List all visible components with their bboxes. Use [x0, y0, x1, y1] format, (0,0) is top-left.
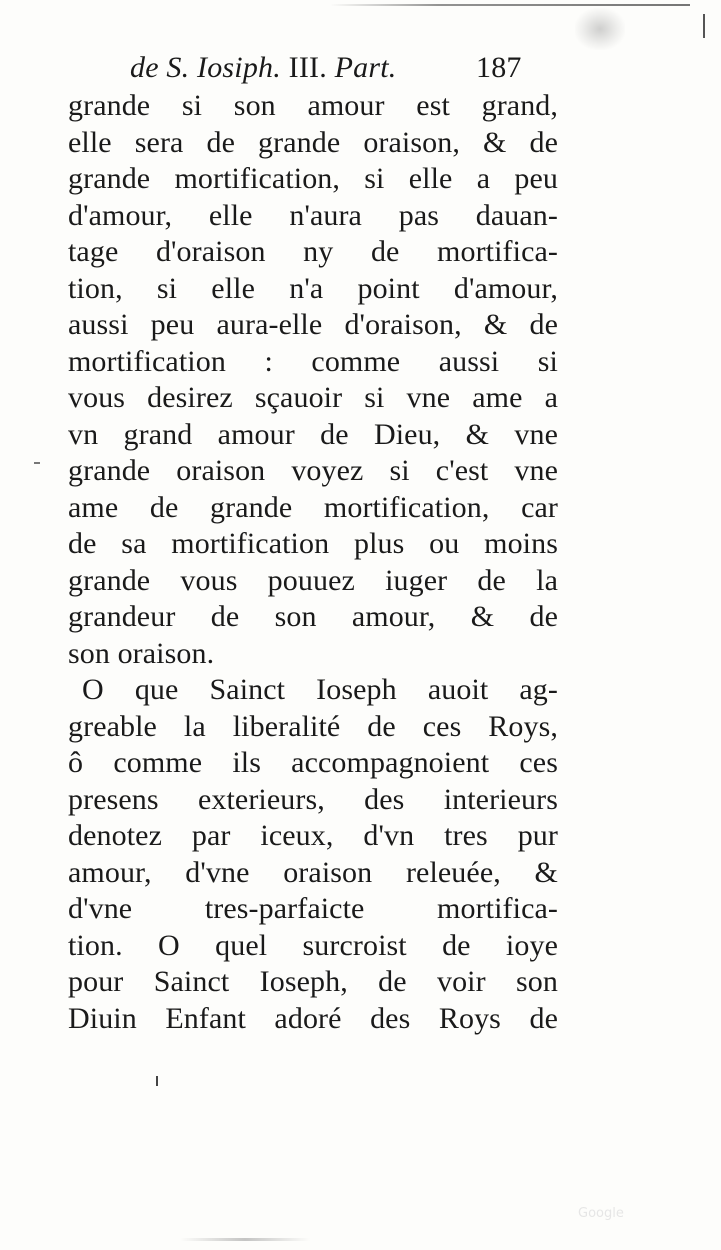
text-line: grande oraison voyez si c'est vne: [68, 454, 558, 487]
text-line: presens exterieurs, des interieurs: [68, 782, 558, 816]
text-line: grandeur de son amour, & de: [68, 600, 558, 633]
text-line: ô comme ils accompagnoient ces: [68, 746, 558, 779]
running-head: [130, 48, 580, 88]
text-line: Diuin Enfant adoré des Roys de: [68, 1001, 558, 1035]
text-line: amour, d'vne oraison releuée, &: [68, 855, 558, 889]
text-line: elle sera de grande oraison, & de: [68, 125, 558, 159]
paragraph-end-line: son oraison.: [68, 636, 215, 670]
text-line: tion. O quel surcroist de ioye: [68, 928, 558, 962]
text-line: ame de grande mortification, car: [68, 490, 558, 524]
running-head-saint: Iosiph.: [197, 51, 281, 84]
text-line: denotez par iceux, d'vn tres pur: [68, 819, 558, 852]
page-number: 187: [476, 51, 522, 84]
paragraph-start-line: O que Sainct Ioseph auoit ag-: [82, 673, 558, 706]
text-line: aussi peu aura-elle d'oraison, & de: [68, 308, 558, 341]
stray-ink-mark: [156, 1076, 158, 1086]
text-line: d'amour, elle n'aura pas dauan-: [68, 198, 558, 232]
body-text: [68, 88, 558, 1037]
text-line: grande mortification, si elle a peu: [68, 162, 558, 195]
text-line: de sa mortification plus ou moins: [68, 527, 558, 560]
text-line: vn grand amour de Dieu, & vne: [68, 417, 558, 451]
text-line: greable la liberalité de ces Roys,: [68, 709, 558, 743]
text-line: vous desirez sçauoir si vne ame a: [68, 381, 558, 414]
top-page-edge: [330, 4, 690, 6]
running-head-prefix: de S.: [130, 51, 190, 84]
text-line: tion, si elle n'a point d'amour,: [68, 271, 558, 305]
text-line: mortification : comme aussi si: [68, 344, 558, 378]
text-line: tage d'oraison ny de mortifica-: [68, 235, 558, 268]
running-head-part-number: III.: [288, 51, 327, 84]
running-head-part-label: Part.: [334, 51, 397, 84]
text-line: d'vne tres-parfaicte mortifica-: [68, 892, 558, 925]
corner-stain: [575, 8, 625, 50]
text-line: grande si son amour est grand,: [68, 89, 558, 122]
text-line: grande vous pouuez iuger de la: [68, 563, 558, 597]
bottom-page-smudge: [180, 1238, 310, 1241]
text-line: pour Sainct Ioseph, de voir son: [68, 965, 558, 998]
scan-watermark: Google: [578, 1206, 624, 1221]
margin-mark: [34, 462, 40, 464]
page-edge-mark: [703, 14, 705, 38]
